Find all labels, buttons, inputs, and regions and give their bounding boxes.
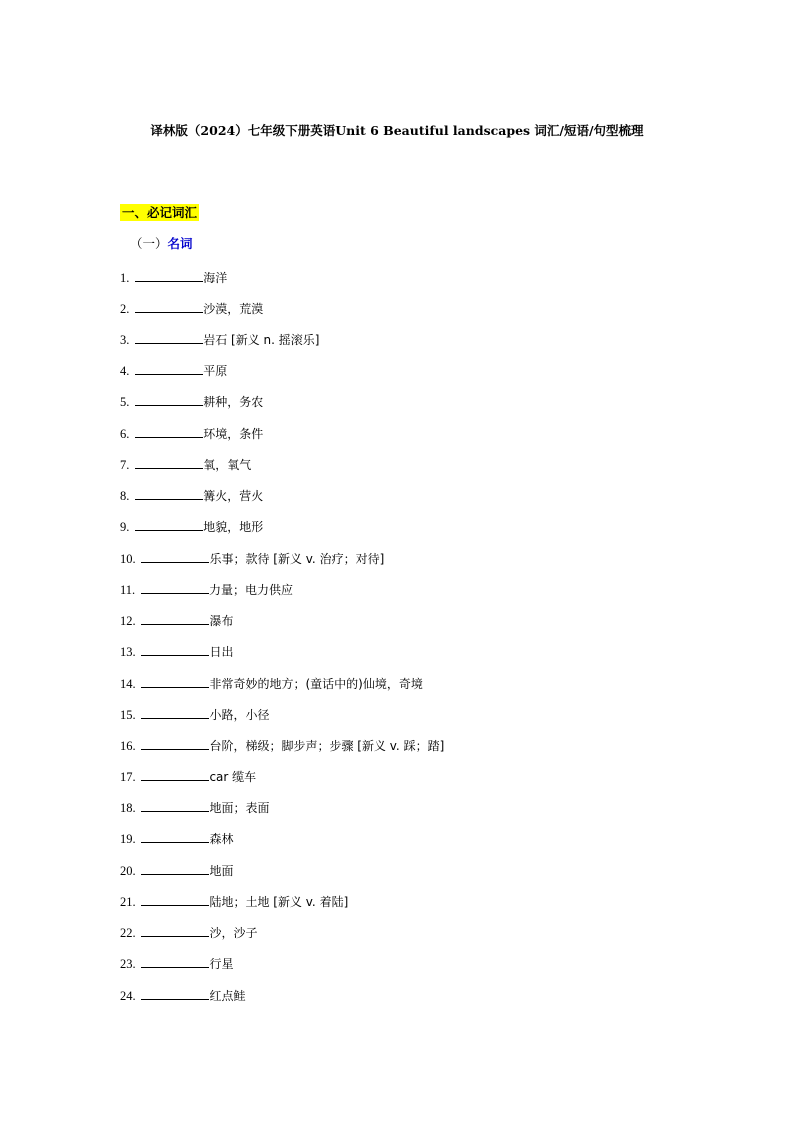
vocab-item-meaning: 非常奇妙的地方；(童话中的)仙境，奇境 xyxy=(209,677,423,691)
answer-blank[interactable] xyxy=(135,517,203,531)
vocab-item-meaning: 行星 xyxy=(209,957,234,971)
answer-blank[interactable] xyxy=(135,330,203,344)
vocab-item xyxy=(120,798,269,816)
answer-blank[interactable] xyxy=(135,486,203,500)
vocab-item-number: 11. xyxy=(120,583,136,597)
vocab-item xyxy=(120,861,233,879)
answer-blank[interactable] xyxy=(135,299,203,313)
vocab-item-meaning: 乐事；款待 [新义 v. 治疗；对待] xyxy=(209,552,385,566)
answer-blank[interactable] xyxy=(141,861,209,875)
vocab-item-meaning: 瀑布 xyxy=(209,614,234,628)
subsection-heading xyxy=(130,235,193,252)
answer-blank[interactable] xyxy=(135,455,203,469)
vocab-item xyxy=(120,486,263,504)
vocab-item xyxy=(120,986,245,1004)
answer-blank[interactable] xyxy=(135,268,203,282)
vocab-item-number: 6. xyxy=(120,427,130,441)
vocab-item-number: 14. xyxy=(120,677,136,691)
vocab-item-meaning: 地面；表面 xyxy=(209,801,270,815)
vocab-item-number: 16. xyxy=(120,739,136,753)
answer-blank[interactable] xyxy=(141,892,209,906)
vocab-item-meaning: 地貌，地形 xyxy=(203,520,264,534)
answer-blank[interactable] xyxy=(141,549,209,563)
vocab-item xyxy=(120,549,384,567)
vocab-item-meaning: 沙，沙子 xyxy=(209,926,258,940)
vocab-item xyxy=(120,674,423,692)
vocab-item-number: 23. xyxy=(120,957,136,971)
vocab-item-number: 21. xyxy=(120,895,136,909)
answer-blank[interactable] xyxy=(141,580,209,594)
vocab-item xyxy=(120,829,233,847)
answer-blank[interactable] xyxy=(141,736,209,750)
vocab-item-meaning: 岩石 [新义 n. 摇滚乐] xyxy=(203,333,320,347)
vocab-item-meaning: 耕种，务农 xyxy=(203,395,264,409)
vocab-item-meaning: 环境，条件 xyxy=(203,427,264,441)
vocab-item-meaning: 力量；电力供应 xyxy=(209,583,294,597)
vocab-item-meaning: 地面 xyxy=(209,864,234,878)
answer-blank[interactable] xyxy=(141,986,209,1000)
vocab-item-meaning: car 缆车 xyxy=(209,770,257,784)
vocab-item-number: 15. xyxy=(120,708,136,722)
vocab-item xyxy=(120,923,257,941)
vocab-item-meaning: 日出 xyxy=(209,645,234,659)
answer-blank[interactable] xyxy=(135,361,203,375)
answer-blank[interactable] xyxy=(135,424,203,438)
vocab-item xyxy=(120,330,319,348)
vocab-item-meaning: 篝火，营火 xyxy=(203,489,264,503)
vocab-item-number: 18. xyxy=(120,801,136,815)
vocab-item-meaning: 小路，小径 xyxy=(209,708,270,722)
vocab-item xyxy=(120,705,269,723)
vocab-item-number: 19. xyxy=(120,832,136,846)
vocab-item-number: 20. xyxy=(120,864,136,878)
vocab-item-meaning: 陆地；土地 [新义 v. 着陆] xyxy=(209,895,349,909)
vocab-item-number: 13. xyxy=(120,645,136,659)
subsection-name: 名词 xyxy=(167,236,193,251)
vocab-item xyxy=(120,392,263,410)
answer-blank[interactable] xyxy=(141,642,209,656)
vocab-item xyxy=(120,580,293,598)
vocab-item xyxy=(120,268,227,286)
vocab-item-meaning: 沙漠，荒漠 xyxy=(203,302,264,316)
vocab-item-number: 2. xyxy=(120,302,130,316)
vocab-item-number: 4. xyxy=(120,364,130,378)
vocab-item xyxy=(120,455,251,473)
page-title: 译林版（2024）七年级下册英语Unit 6 Beautiful landscapes 词汇/短语/句型梳理 xyxy=(150,123,644,138)
answer-blank[interactable] xyxy=(141,611,209,625)
vocab-item-number: 8. xyxy=(120,489,130,503)
vocab-item-number: 22. xyxy=(120,926,136,940)
vocab-item-number: 12. xyxy=(120,614,136,628)
vocab-item-number: 9. xyxy=(120,520,130,534)
vocab-item xyxy=(120,517,263,535)
vocab-item-meaning: 平原 xyxy=(203,364,228,378)
vocab-item-number: 17. xyxy=(120,770,136,784)
vocab-item-meaning: 红点鲑 xyxy=(209,989,246,1003)
vocab-item-meaning: 台阶，梯级；脚步声；步骤 [新义 v. 踩；踏] xyxy=(209,739,445,753)
answer-blank[interactable] xyxy=(141,954,209,968)
vocab-item-number: 7. xyxy=(120,458,130,472)
answer-blank[interactable] xyxy=(141,798,209,812)
vocab-item xyxy=(120,361,227,379)
answer-blank[interactable] xyxy=(135,392,203,406)
vocab-item xyxy=(120,642,233,660)
vocab-item-meaning: 氧，氧气 xyxy=(203,458,252,472)
vocab-item xyxy=(120,767,256,785)
vocab-item xyxy=(120,611,233,629)
vocab-item xyxy=(120,954,233,972)
vocab-item xyxy=(120,424,263,442)
vocab-item-number: 5. xyxy=(120,395,130,409)
vocab-item-number: 10. xyxy=(120,552,136,566)
vocab-item xyxy=(120,299,263,317)
vocab-item-number: 24. xyxy=(120,989,136,1003)
answer-blank[interactable] xyxy=(141,923,209,937)
vocab-item-meaning: 海洋 xyxy=(203,271,228,285)
vocab-item xyxy=(120,892,348,910)
vocab-item-meaning: 森林 xyxy=(209,832,234,846)
answer-blank[interactable] xyxy=(141,705,209,719)
answer-blank[interactable] xyxy=(141,674,209,688)
vocab-item xyxy=(120,736,444,754)
vocab-item-number: 1. xyxy=(120,271,130,285)
answer-blank[interactable] xyxy=(141,767,209,781)
vocab-item-number: 3. xyxy=(120,333,130,347)
section-heading: 一、必记词汇 xyxy=(122,205,198,220)
answer-blank[interactable] xyxy=(141,829,209,843)
subsection-number: （一） xyxy=(130,236,168,251)
